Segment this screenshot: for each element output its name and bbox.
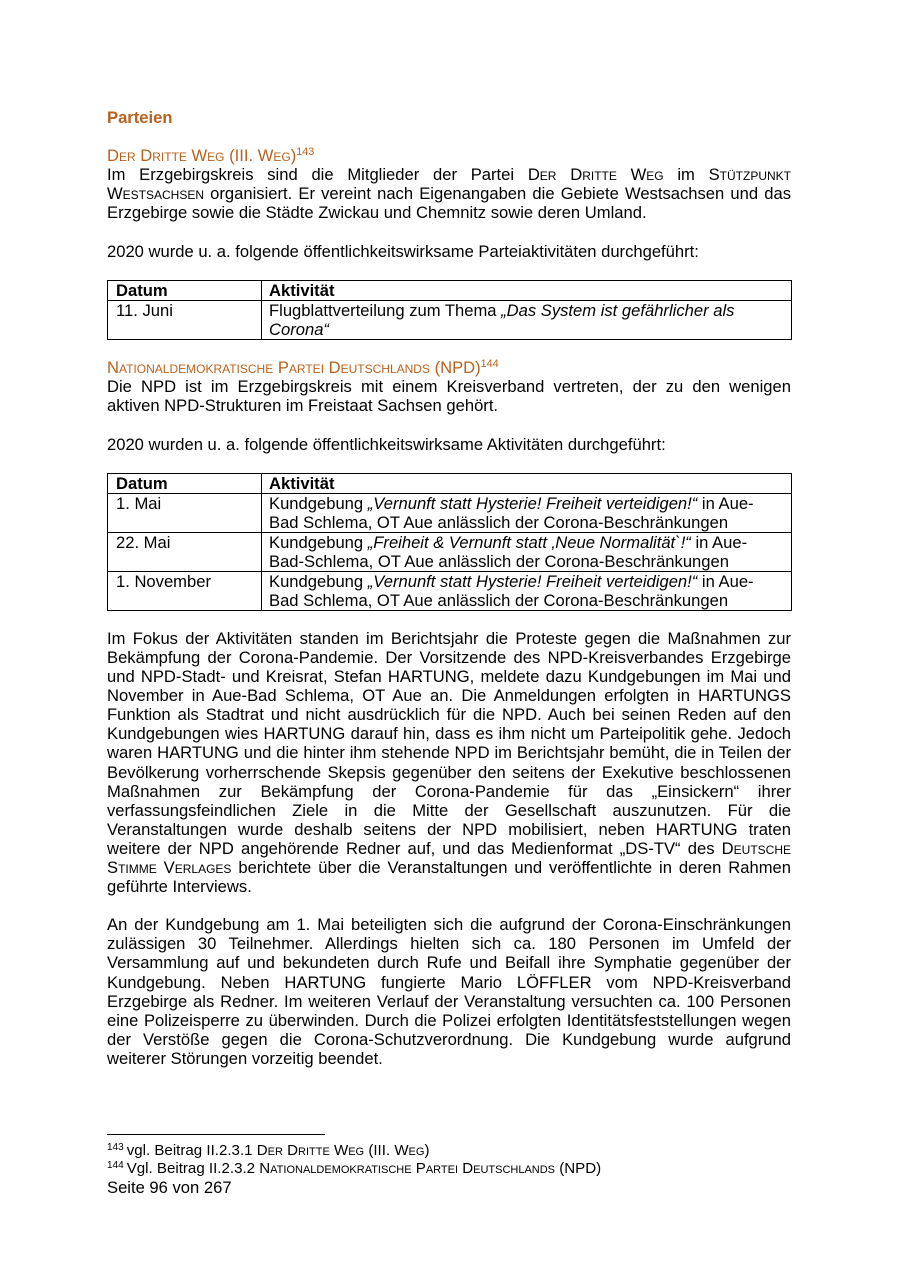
- table-body: [108, 280, 792, 339]
- publisher-name-inline: Deutsche Stimme Verlages: [107, 838, 791, 877]
- cell-date: 1. November: [108, 572, 262, 611]
- cell-date: 11. Juni: [108, 300, 262, 339]
- cell-date: 1. Mai: [108, 493, 262, 532]
- paragraph-text: organisiert. Er vereint nach Eigenangaben die Gebiete Westsachsen und das Erzgebirge sowie die Städte Zwickau und Chemnitz sowie deren Umland.: [107, 184, 791, 223]
- party-description-paragraph: [107, 165, 791, 222]
- column-header-activity: Aktivität: [262, 280, 792, 300]
- table-row: [108, 572, 792, 611]
- column-header-date: Datum: [108, 280, 262, 300]
- paragraph-text: Im Fokus der Aktivitäten standen im Berichtsjahr die Proteste gegen die Maßnahmen zur Bekämpfung der Corona-Pandemie. Der Vorsitzende des NPD-Kreisverbandes Erzgebirge und NPD-Stadt- und Kreisrat, Stefan HARTUNG, meldete dazu Kundgebungen im Mai und November in Aue-Bad Schlema, OT Aue an. Die Anmeldungen erfolgten in HARTUNGS Funktion als Stadtrat und nicht ausdrücklich für die NPD. Auch bei seinen Reden auf den Kundgebungen wies HARTUNG darauf hin, dass es ihm nicht um Parteipolitik gehe. Jedoch waren HARTUNG und die hinter ihm stehende NPD im Berichtsjahr bemüht, die in Teilen der Bevölkerung vorherrschende Skepsis gegenüber den seitens der Exekutive beschlossenen Maßnahmen zur Bekämpfung der Corona-Pandemie für das „Einsickern“ ihrer verfassungsfeindlichen Ziele in die Mitte der Gesellschaft auszunutzen. Für die Veranstaltungen wurde deshalb seitens der NPD mobilisiert, neben HARTUNG traten weitere der NPD angehörende Redner auf, und das Medienformat „DS-TV“ des: [107, 628, 791, 858]
- activity-suffix: in Aue-Bad-Schlema, OT Aue anlässlich der Corona-Beschränkungen: [269, 532, 748, 572]
- activity-table-npd: [107, 473, 792, 612]
- party-name: Nationaldemokratische Partei Deutschlands: [107, 358, 430, 378]
- activities-intro: 2020 wurde u. a. folgende öffentlichkeitswirksame Parteiaktivitäten durchgeführt:: [107, 241, 699, 261]
- party-heading-der-dritte-weg: [107, 146, 791, 165]
- footnote-text: Vgl. Beitrag II.2.3.2: [126, 1160, 260, 1177]
- activity-title: „Freiheit & Vernunft statt ‚Neue Normalität`!“: [367, 532, 691, 552]
- page-number-footer: Seite 96 von 267: [107, 1178, 232, 1197]
- footnote-text: (NPD): [555, 1160, 602, 1177]
- table-row: [108, 532, 792, 571]
- party-abbr-close: ): [290, 146, 297, 166]
- party-abbr-open: (III.: [224, 146, 258, 166]
- party-description-paragraph: Die NPD ist im Erzgebirgskreis mit einem Kreisverband vertreten, der zu den wenigen aktiven NPD-Strukturen im Freistaat Sachsen gehört.: [107, 377, 791, 416]
- activity-prefix: Kundgebung: [269, 493, 368, 513]
- footnote-separator: [107, 1134, 325, 1135]
- activities-intro: 2020 wurden u. a. folgende öffentlichkeitswirksame Aktivitäten durchgeführt:: [107, 434, 666, 454]
- footnote-party-abbr: Weg: [394, 1142, 425, 1159]
- footnote-number: 143: [107, 1142, 124, 1153]
- rally-paragraph: An der Kundgebung am 1. Mai beteiligten sich die aufgrund der Corona-Einschränkungen zulässigen 30 Teilnehmer. Allerdings hielten sich ca. 180 Personen im Umfeld der Versammlung auf und bekundeten durch Rufe und Beifall ihre Symphatie gegenüber der Kundgebung. Neben HARTUNG fungierte Mario LÖFFLER vom NPD-Kreisverband Erzgebirge als Redner. Im weiteren Verlauf der Veranstaltung versuchten ca. 100 Personen eine Polizeisperre zu überwinden. Durch die Polizei erfolgten Identitätsfeststellungen wegen der Verstöße gegen die Corona-Schutzverordnung. Die Kundgebung wurde aufgrund weiterer Störungen vorzeitig beendet.: [107, 915, 791, 1068]
- activity-title: „Vernunft statt Hysterie! Freiheit verteidigen!“: [367, 572, 698, 592]
- cell-activity: [262, 300, 792, 339]
- footnote-text: vgl. Beitrag II.2.3.1: [126, 1142, 257, 1159]
- activity-prefix: Kundgebung: [269, 532, 368, 552]
- cell-activity: [262, 532, 792, 571]
- activity-table-der-dritte-weg: [107, 280, 792, 340]
- party-abbr: Weg: [257, 146, 291, 166]
- party-section-der-dritte-weg: [107, 146, 791, 340]
- table-header-row: [108, 280, 792, 300]
- section-heading: Parteien: [107, 108, 173, 127]
- paragraph-text: berichtete über die Veranstaltungen und veröffentlichte in deren Rahmen geführte Interviews.: [107, 857, 791, 897]
- footnote-144: [107, 1160, 791, 1178]
- table-row: [108, 493, 792, 532]
- activity-title: „Vernunft statt Hysterie! Freiheit verteidigen!“: [367, 493, 698, 513]
- footnote-number: 144: [107, 1160, 124, 1171]
- table-header-row: [108, 473, 792, 493]
- activity-prefix: Kundgebung: [269, 572, 368, 592]
- cell-date: 22. Mai: [108, 532, 262, 571]
- party-abbr: (NPD): [429, 358, 481, 378]
- page-content: [107, 108, 791, 1068]
- activity-title: „Das System ist gefährlicher als Corona“: [269, 300, 735, 340]
- activity-suffix: in Aue-Bad Schlema, OT Aue anlässlich der Corona-Beschränkungen: [269, 493, 754, 532]
- activity-suffix: in Aue-Bad Schlema, OT Aue anlässlich der Corona-Beschränkungen: [269, 572, 754, 611]
- cell-activity: [262, 493, 792, 532]
- footnote-text: ): [424, 1142, 430, 1159]
- paragraph-text: im: [663, 165, 709, 185]
- activity-prefix: Flugblattverteilung zum Thema: [269, 300, 502, 320]
- focus-paragraph: [107, 629, 791, 896]
- footnote-reference: 144: [480, 358, 499, 371]
- footnote-reference: 143: [296, 146, 315, 159]
- footnote-143: [107, 1142, 791, 1160]
- table-row: [108, 300, 792, 339]
- table-body: [108, 473, 792, 611]
- party-name: Der Dritte Weg: [107, 146, 225, 166]
- column-header-date: Datum: [108, 473, 262, 493]
- column-header-activity: Aktivität: [262, 473, 792, 493]
- footnote-text: (III.: [364, 1142, 395, 1159]
- paragraph-text: Im Erzgebirgskreis sind die Mitglieder der Partei: [107, 165, 528, 185]
- footnote-party-name: Der Dritte Weg: [256, 1142, 365, 1159]
- party-section-npd: [107, 358, 791, 1068]
- party-heading-npd: [107, 358, 791, 377]
- party-name-inline: Der Dritte Weg: [527, 165, 664, 185]
- footnotes: [107, 1142, 791, 1178]
- footnote-party-name: Nationaldemokratische Partei Deutschlands: [259, 1160, 556, 1177]
- cell-activity: [262, 572, 792, 611]
- organisation-name-inline: Stützpunkt Westsachsen: [107, 165, 791, 204]
